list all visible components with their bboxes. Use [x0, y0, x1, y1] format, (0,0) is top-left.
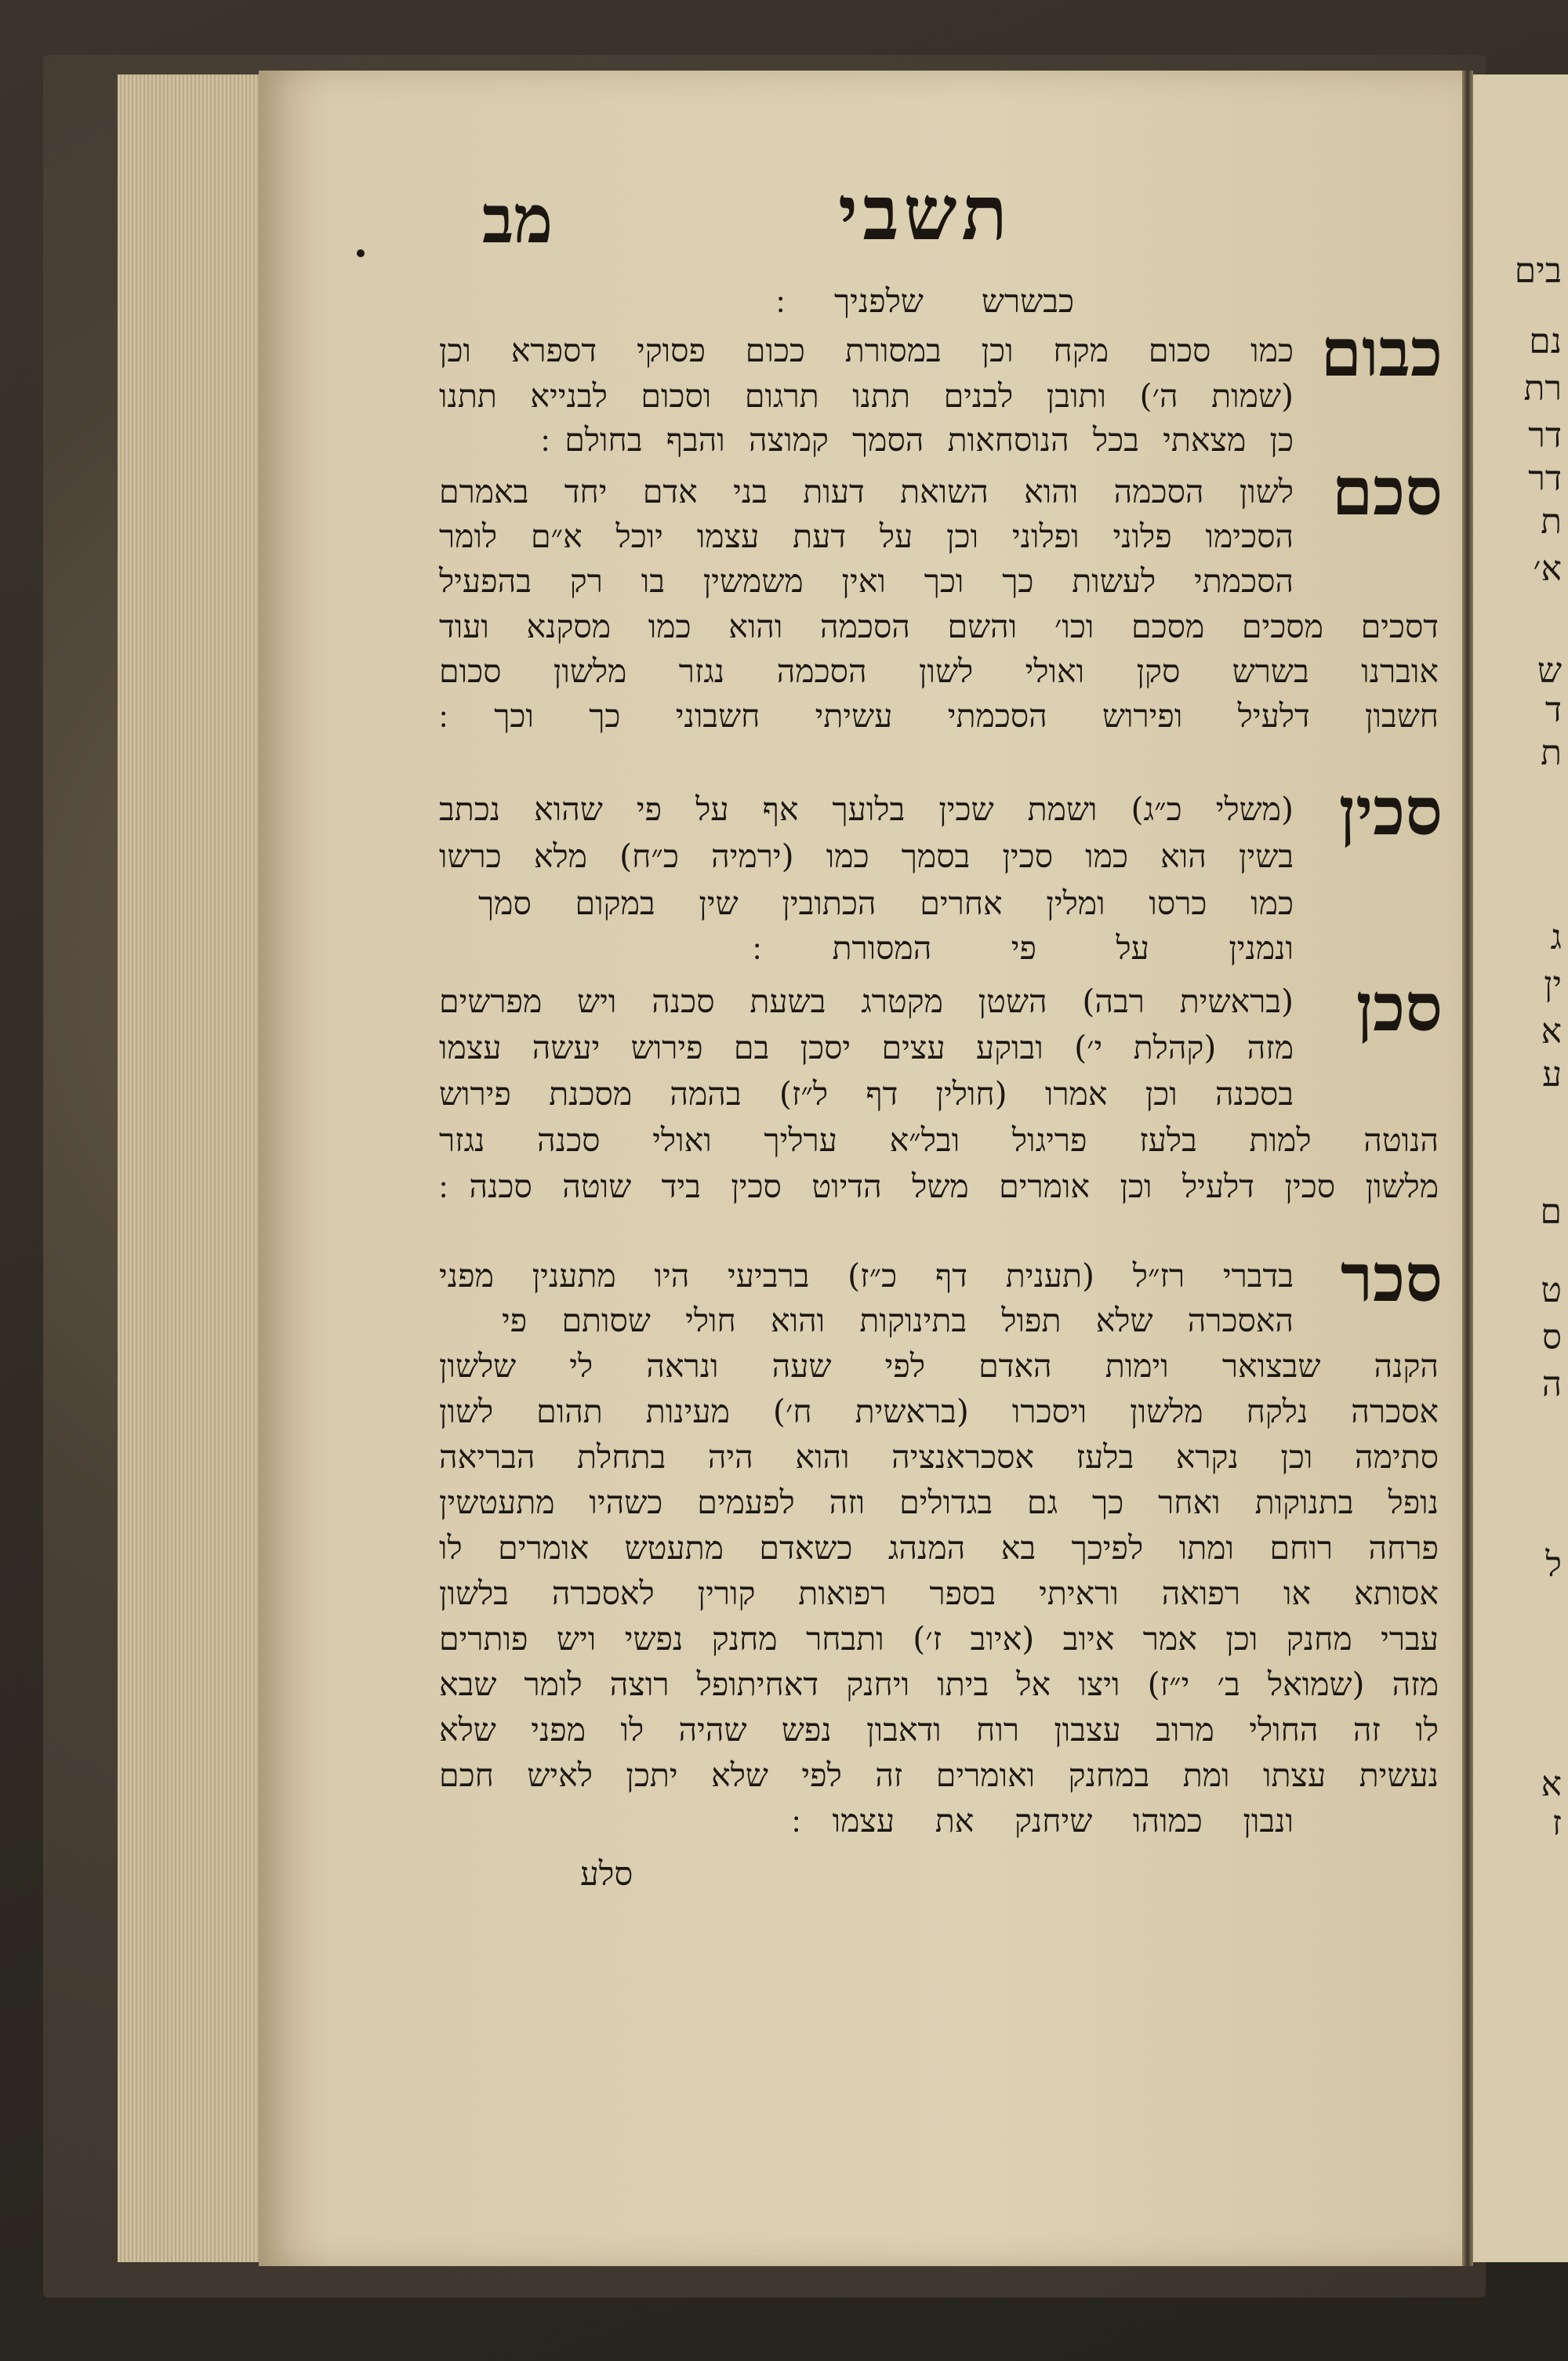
- adjacent-page-fragment: בים: [1514, 251, 1562, 291]
- headword: סכר: [1340, 1239, 1443, 1317]
- entry-line: חשבון דלעיל ופירוש הסכמתי עשיתי חשבוני כך וכך ׃: [439, 697, 1439, 735]
- entry-line: פרחה רוחם ומתו לפיכך בא המנהג כשאדם מתעטש אומרים לו: [439, 1529, 1439, 1567]
- headword: סכם: [1331, 452, 1443, 530]
- running-title: תשבי: [838, 169, 1012, 257]
- adjacent-page-fragment: ת: [1541, 733, 1562, 773]
- entry-line: כן מצאתי בכל הנוסחאות הסמך קמוצה והבף בחולם ׃: [541, 421, 1294, 459]
- headword: סכין: [1338, 772, 1443, 850]
- adjacent-page-fragment: ש: [1537, 651, 1562, 691]
- entry-line: עברי מחנק וכן אמר איוב (איוב ז׳) ותבחר מחנק נפשי ויש פותרים: [439, 1620, 1439, 1658]
- entry-line: מלשון סכין דלעיל וכן אומרים משל הדיוט סכין ביד שוטה סכנה ׃: [439, 1168, 1439, 1205]
- entry-line: מזה (קהלת י׳) ובוקע עצים יסכן בם פירוש יעשה עצמו: [439, 1029, 1294, 1066]
- adjacent-page-fragment: ז: [1552, 1803, 1562, 1843]
- headword: כבום: [1320, 314, 1443, 391]
- entry-line: הנוטה למות בלעז פריגול ובל״א ערליך ואולי סכנה נגזר: [439, 1121, 1439, 1159]
- entry-line: כמו כרסו ומלין אחרים הכתובין שין במקום סמך: [478, 884, 1294, 922]
- adjacent-page-fragment: רת: [1523, 369, 1562, 409]
- entry-line: בסכנה וכן אמרו (חולין דף ל״ז) בהמה מסכנת פירוש: [439, 1075, 1294, 1113]
- adjacent-page-fragment: ד: [1544, 690, 1562, 730]
- catchword: סלע: [580, 1854, 633, 1893]
- entry-line: (משלי כ״ג) ושמת שכין בלועך אף על פי שהוא נכתב: [439, 790, 1294, 828]
- adjacent-page-fragment: ם: [1540, 1192, 1562, 1232]
- printer-mark: [357, 249, 365, 257]
- entry-line: בשין הוא כמו סכין בסמך כמו (ירמיה כ״ח) מלא כרשו: [439, 837, 1294, 875]
- entry-line: דסכים מסכים מסכם וכו׳ והשם הסכמה והוא כמו מסקנא ועוד: [439, 608, 1439, 645]
- adjacent-page-fragment: ע: [1542, 1055, 1562, 1095]
- entry-line: לשון הסכמה והוא השואת דעות בני אדם יחד באמרם: [439, 473, 1294, 510]
- entry-line: הקנה שבצואר וימות האדם לפי שעה ונראה לי שלשון: [439, 1347, 1439, 1385]
- adjacent-page-fragment: ין: [1544, 964, 1562, 1004]
- entry-line: האסכרה שלא תפול בתינוקות והוא חולי שסותם פי: [502, 1302, 1294, 1339]
- headword: סכן: [1356, 968, 1443, 1046]
- entry-line: (שמות ה׳) ותובן לבנים תתנו תרגום וסכום לבנייא תתנו: [439, 377, 1294, 415]
- adjacent-page-fragment: ה: [1541, 1364, 1562, 1404]
- intro-line: כבשרש שלפניך ׃: [776, 282, 1074, 320]
- adjacent-page-fragment: ת: [1541, 502, 1562, 542]
- entry-line: אסותא או רפואה וראיתי בספר רפואות קורין לאסכרה בלשון: [439, 1575, 1439, 1612]
- entry-line: ונמנין על פי המסורת ׃: [753, 929, 1294, 967]
- adjacent-page-fragment: ט: [1541, 1270, 1562, 1310]
- adjacent-page: [1473, 74, 1568, 2262]
- adjacent-page-fragment: ל: [1545, 1545, 1562, 1585]
- adjacent-page-fragment: ס: [1541, 1317, 1562, 1357]
- adjacent-page-fragment: ג: [1550, 917, 1562, 957]
- entry-line: הסכימו פלוני ופלוני וכן על דעת עצמו יוכל א״ם לומר: [439, 518, 1294, 555]
- adjacent-page-fragment: נם: [1529, 321, 1562, 361]
- entry-line: ונבון כמוהו שיחנק את עצמו ׃: [792, 1802, 1294, 1840]
- entry-line: אוברנו בשרש סקן ואולי לשון הסכמה נגזר מלשון סכום: [439, 652, 1439, 690]
- entry-line: סתימה וכן נקרא בלעז אסכראנציה והוא היה בתחלת הבריאה: [439, 1438, 1439, 1476]
- adjacent-page-fragment: דר: [1528, 416, 1562, 456]
- adjacent-page-fragment: א׳: [1533, 549, 1562, 589]
- entry-line: לו זה החולי מרוב עצבון רוח ודאבון נפש שהיה לו מפני שלא: [439, 1711, 1439, 1749]
- entry-line: (בראשית רבה) השטן מקטרג בשעת סכנה ויש מפרשים: [439, 983, 1294, 1020]
- adjacent-page-fragment: א: [1541, 1764, 1562, 1804]
- entry-line: הסכמתי לעשות כך וכך ואין משמשין בו רק בהפעיל: [439, 562, 1294, 600]
- book-gutter: [1462, 71, 1473, 2266]
- adjacent-page-fragment: א: [1541, 1012, 1562, 1052]
- entry-line: מזה (שמואל ב׳ י״ז) ויצו אל ביתו ויחנק דאחיתופל רוצה לומר שבא: [439, 1665, 1439, 1703]
- entry-line: בדברי רז״ל (תענית דף כ״ז) ברביעי היו מתענין מפני: [439, 1257, 1294, 1295]
- entry-line: נופל בתנוקות ואחר כך גם בגדולים וזה לפעמים כשהיו מתעטשין: [439, 1484, 1439, 1521]
- entry-line: אסכרה נלקח מלשון ויסכרו (בראשית ח׳) מעינות תהום לשון: [439, 1393, 1439, 1430]
- page-number: מב: [481, 180, 554, 258]
- adjacent-page-fragment: דר: [1528, 459, 1562, 499]
- entry-line: נעשית עצתו ומת במחנק ואומרים זה לפי שלא יתכן לאיש חכם: [439, 1756, 1439, 1794]
- entry-line: כמו סכום מקח וכן במסורת ככום פסוקי דספרא וכן: [439, 332, 1294, 369]
